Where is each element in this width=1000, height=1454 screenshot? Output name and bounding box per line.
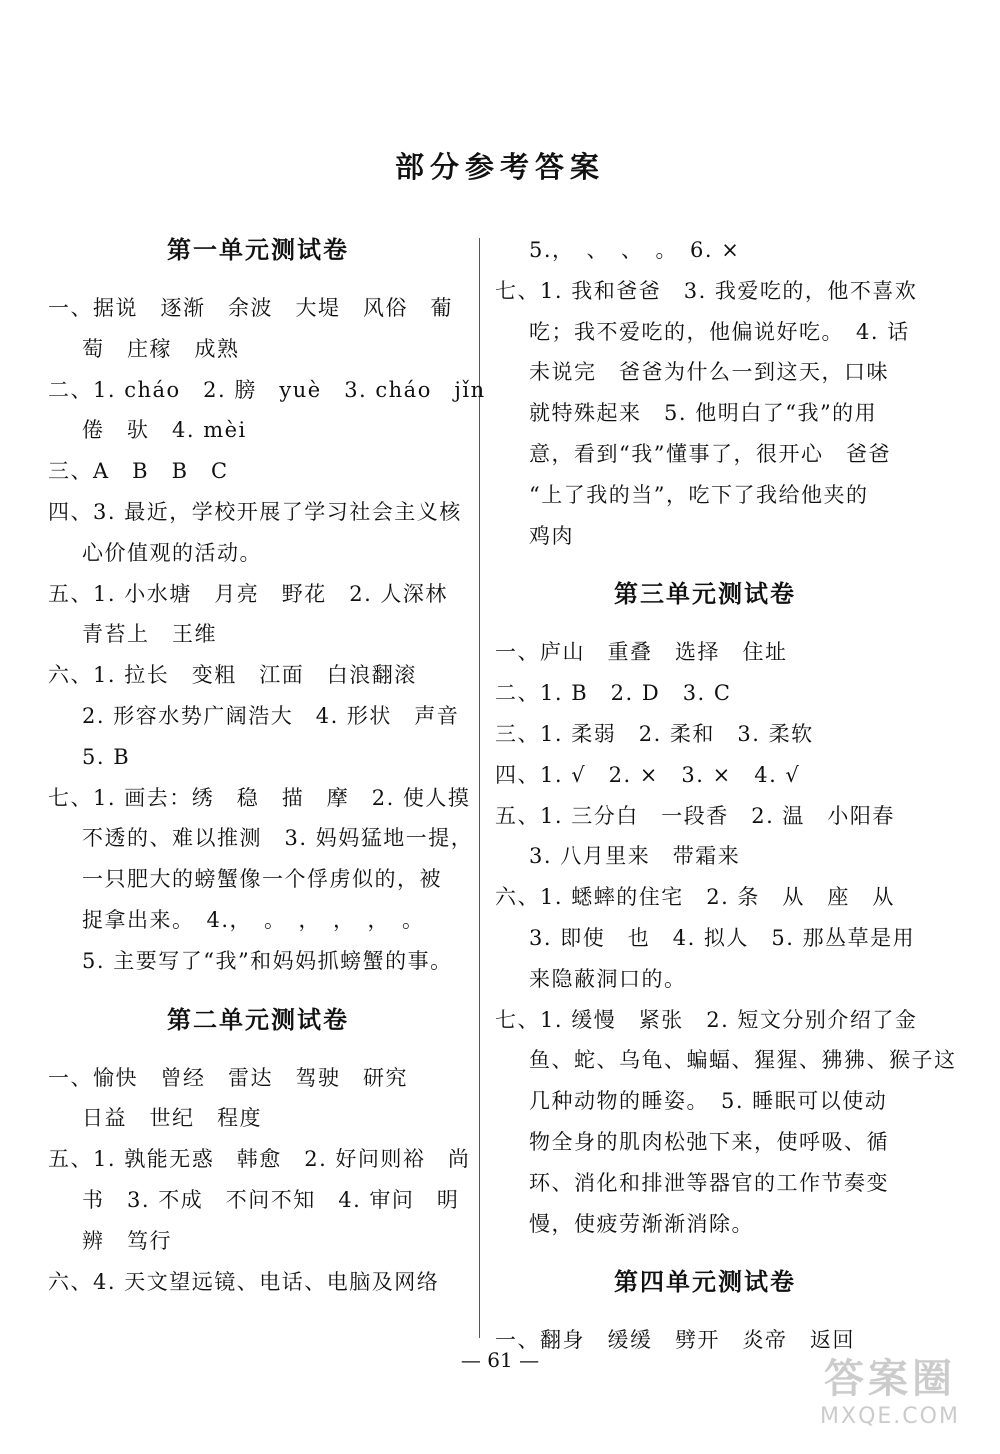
answer-line: 3. 即使 也 4. 拟人 5. 那丛草是用 xyxy=(529,925,916,950)
answer-line: 四、1. √ 2. × 3. × 4. √ xyxy=(495,762,801,787)
answer-line: 不透的、难以推测 3. 妈妈猛地一提， xyxy=(82,826,474,851)
answer-line: 一、愉快 曾经 雷达 驾驶 研究 xyxy=(48,1065,408,1090)
answer-line: 一、据说 逐渐 余波 大堤 风俗 葡 xyxy=(48,296,453,320)
page-title: 部分参考答案 xyxy=(394,150,605,184)
answer-line: 三、A B B C xyxy=(48,459,229,484)
unit1-answers xyxy=(48,288,486,982)
answer-line: 七、1. 缓慢 紧张 2. 短文分别介绍了金 xyxy=(495,1007,918,1032)
answer-line: 七、1. 画去：绣 稳 描 摩 2. 使人摸 xyxy=(48,785,471,810)
answer-line: 书 3. 不成 不问不知 4. 审问 明 xyxy=(82,1187,460,1212)
answer-line: 5.， 、 、 。 6. × xyxy=(529,238,741,262)
unit3-answers xyxy=(495,632,957,1244)
answer-line: 意，看到“我”懂事了，很开心 爸爸 xyxy=(529,441,891,466)
answer-line: 5. B xyxy=(82,744,131,769)
left-column xyxy=(48,230,486,1302)
answer-line: 六、1. 拉长 变粗 江面 白浪翻滚 xyxy=(48,663,417,688)
answer-line: 二、1. cháo 2. 膀 yuè 3. cháo jǐn xyxy=(48,377,486,402)
watermark-logo xyxy=(790,1356,990,1446)
section-heading-unit2: 第二单元测试卷 xyxy=(167,1005,349,1034)
unit2-continued-answers xyxy=(495,230,918,556)
answer-line: 2. 形容水势广阔浩大 4. 形状 声音 xyxy=(82,703,460,728)
answer-line: 五、1. 孰能无惑 韩愈 2. 好问则裕 尚 xyxy=(48,1147,471,1172)
column-divider xyxy=(479,238,480,1338)
answer-line: 五、1. 小水塘 月亮 野花 2. 人深林 xyxy=(48,581,448,606)
answer-line: 六、4. 天文望远镜、电话、电脑及网络 xyxy=(48,1269,440,1294)
watermark-url: MXQE.COM xyxy=(820,1404,960,1429)
answer-line: 5. 主要写了“我”和妈妈抓螃蟹的事。 xyxy=(82,948,453,973)
answer-line: 捉拿出来。 4.， 。 ， ， ， 。 xyxy=(82,907,425,932)
answer-line: 日益 世纪 程度 xyxy=(82,1106,262,1131)
answer-line: 六、1. 蟋蟀的住宅 2. 条 从 座 从 xyxy=(495,885,895,910)
answer-line: 来隐蔽洞口的。 xyxy=(529,966,687,991)
answer-line: 一、庐山 重叠 选择 住址 xyxy=(495,640,788,665)
answer-line: 鱼、蛇、乌龟、蝙蝠、猩猩、狒狒、猴子这 xyxy=(529,1048,957,1073)
unit2-answers xyxy=(48,1058,471,1303)
answer-line: 倦 驮 4. mèi xyxy=(82,418,247,443)
page-number: — 61 — xyxy=(460,1348,540,1372)
answer-line: 二、1. B 2. D 3. C xyxy=(495,681,732,706)
answer-line: 未说完 爸爸为什么一到这天，口味 xyxy=(529,360,889,385)
answer-line: “上了我的当”，吃下了我给他夹的 xyxy=(529,482,869,507)
answer-line: 七、1. 我和爸爸 3. 我爱吃的，他不喜欢 xyxy=(495,278,918,303)
answer-line: 环、消化和排泄等器官的工作节奏变 xyxy=(529,1170,889,1195)
section-heading-unit3: 第三单元测试卷 xyxy=(614,580,796,609)
answer-line: 慢，使疲劳渐渐消除。 xyxy=(529,1211,754,1236)
answer-line: 3. 八月里来 带霜来 xyxy=(529,844,741,869)
answer-line: 一只肥大的螃蟹像一个俘虏似的，被 xyxy=(82,867,442,892)
answer-line: 鸡肉 xyxy=(529,523,574,548)
answer-line: 物全身的肌肉松弛下来，使呼吸、循 xyxy=(529,1129,889,1154)
answer-line: 辨 笃行 xyxy=(82,1228,172,1253)
section-heading-unit4: 第四单元测试卷 xyxy=(614,1268,796,1297)
answer-line: 就特殊起来 5. 他明白了“我”的用 xyxy=(529,401,878,426)
section-heading-unit1: 第一单元测试卷 xyxy=(167,236,349,264)
answer-line: 几种动物的睡姿。 5. 睡眠可以使动 xyxy=(529,1089,888,1114)
answer-line: 一、翻身 缓缓 劈开 炎帝 返回 xyxy=(495,1328,855,1353)
answer-line: 萄 庄稼 成熟 xyxy=(82,336,240,361)
answer-line: 五、1. 三分白 一段香 2. 温 小阳春 xyxy=(495,803,895,828)
answer-line: 吃；我不爱吃的，他偏说好吃。 4. 话 xyxy=(529,319,910,344)
right-column xyxy=(495,230,957,1361)
answer-line: 心价值观的活动。 xyxy=(82,540,262,565)
answer-line: 三、1. 柔弱 2. 柔和 3. 柔软 xyxy=(495,721,814,746)
answer-line: 青苔上 王维 xyxy=(82,622,217,647)
answer-line: 四、3. 最近，学校开展了学习社会主义核 xyxy=(48,499,462,524)
watermark-text: 答案圈 xyxy=(824,1356,956,1402)
